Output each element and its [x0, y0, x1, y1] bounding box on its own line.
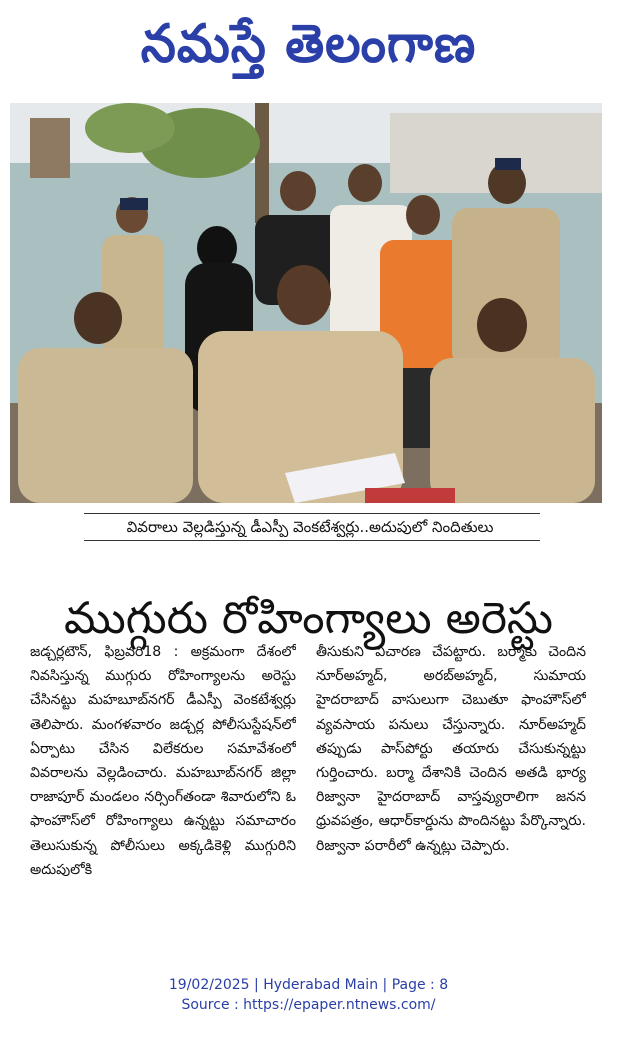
news-photo-illustration — [10, 103, 602, 503]
footer-date-edition: 19/02/2025 | Hyderabad Main | Page : 8 — [168, 977, 449, 993]
article-headline: ముగ్గురు రోహింగ్యాలు అరెస్టు — [63, 593, 554, 645]
masthead — [0, 0, 617, 100]
article-text-right: తీసుకుని విచారణ చేపట్టారు. బర్మాకు చెందిన నూర్‌అహ్మద్, అరబ్‌అహ్మద్, సుమాయ హైదరాబాద్ వాసులుగా చెబుతూ ఫాంహౌస్‌లో వ్యవసాయ పనులు చేస్తున్నారు. నూర్‌అహ్మద్ తప్పుడు పాస్‌పోర్టు తయారు చేసుకున్నట్టు గుర్తించారు. బర్మా దేశానికి చెందిన అతడి భార్య రిజ్వానా హైదరాబాద్ వాస్తవ్యురాలిగా జనన ధ్రువపత్రం, ఆధార్‌కార్డును పొందినట్టు పేర్కొన్నారు. రిజ్వానా పరారీలో ఉన్నట్లు చెప్పారు. — [316, 644, 586, 854]
news-photo — [10, 103, 602, 503]
newspaper-logo-title: నమస్తే తెలంగాణ — [140, 12, 477, 74]
footer-source-link[interactable]: Source : https://epaper.ntnews.com/ — [181, 997, 436, 1013]
photo-caption: వివరాలు వెల్లడిస్తున్న డీఎస్పీ వెంకటేశ్వర్లు..అదుపులో నిందితులు — [126, 518, 494, 536]
caption-rule-top — [84, 513, 540, 514]
caption-rule-bottom — [84, 540, 540, 541]
article-column-right — [316, 640, 586, 955]
article-text-left: జడ్చర్లటౌన్, ఫిబ్రవరి18 : అక్రమంగా దేశంలో నివసిస్తున్న ముగ్గురు రోహింగ్యాలను అరెస్టు చేసినట్టు మహబూబ్‌నగర్ డీఎస్పీ వెంకటేశ్వర్లు తెలిపారు. మంగళవారం జడ్చర్ల పోలీసుస్టేషన్‌లో ఏర్పాటు చేసిన విలేకరుల సమావేశంలో వివరాలను వెల్లడించారు. మహబూబ్‌నగర్ జిల్లా రాజాపూర్ మండలం నర్సింగ్‌తండా శివారులోని ఓ ఫాంహౌస్‌లో రోహింగ్యాలు ఉన్నట్టు సమాచారం తెలుసుకున్న పోలీసులు అక్కడికెళ్లి ముగ్గురిని అదుపులోకి — [30, 644, 296, 878]
article-column-left — [30, 640, 296, 955]
page-footer — [0, 975, 617, 1015]
